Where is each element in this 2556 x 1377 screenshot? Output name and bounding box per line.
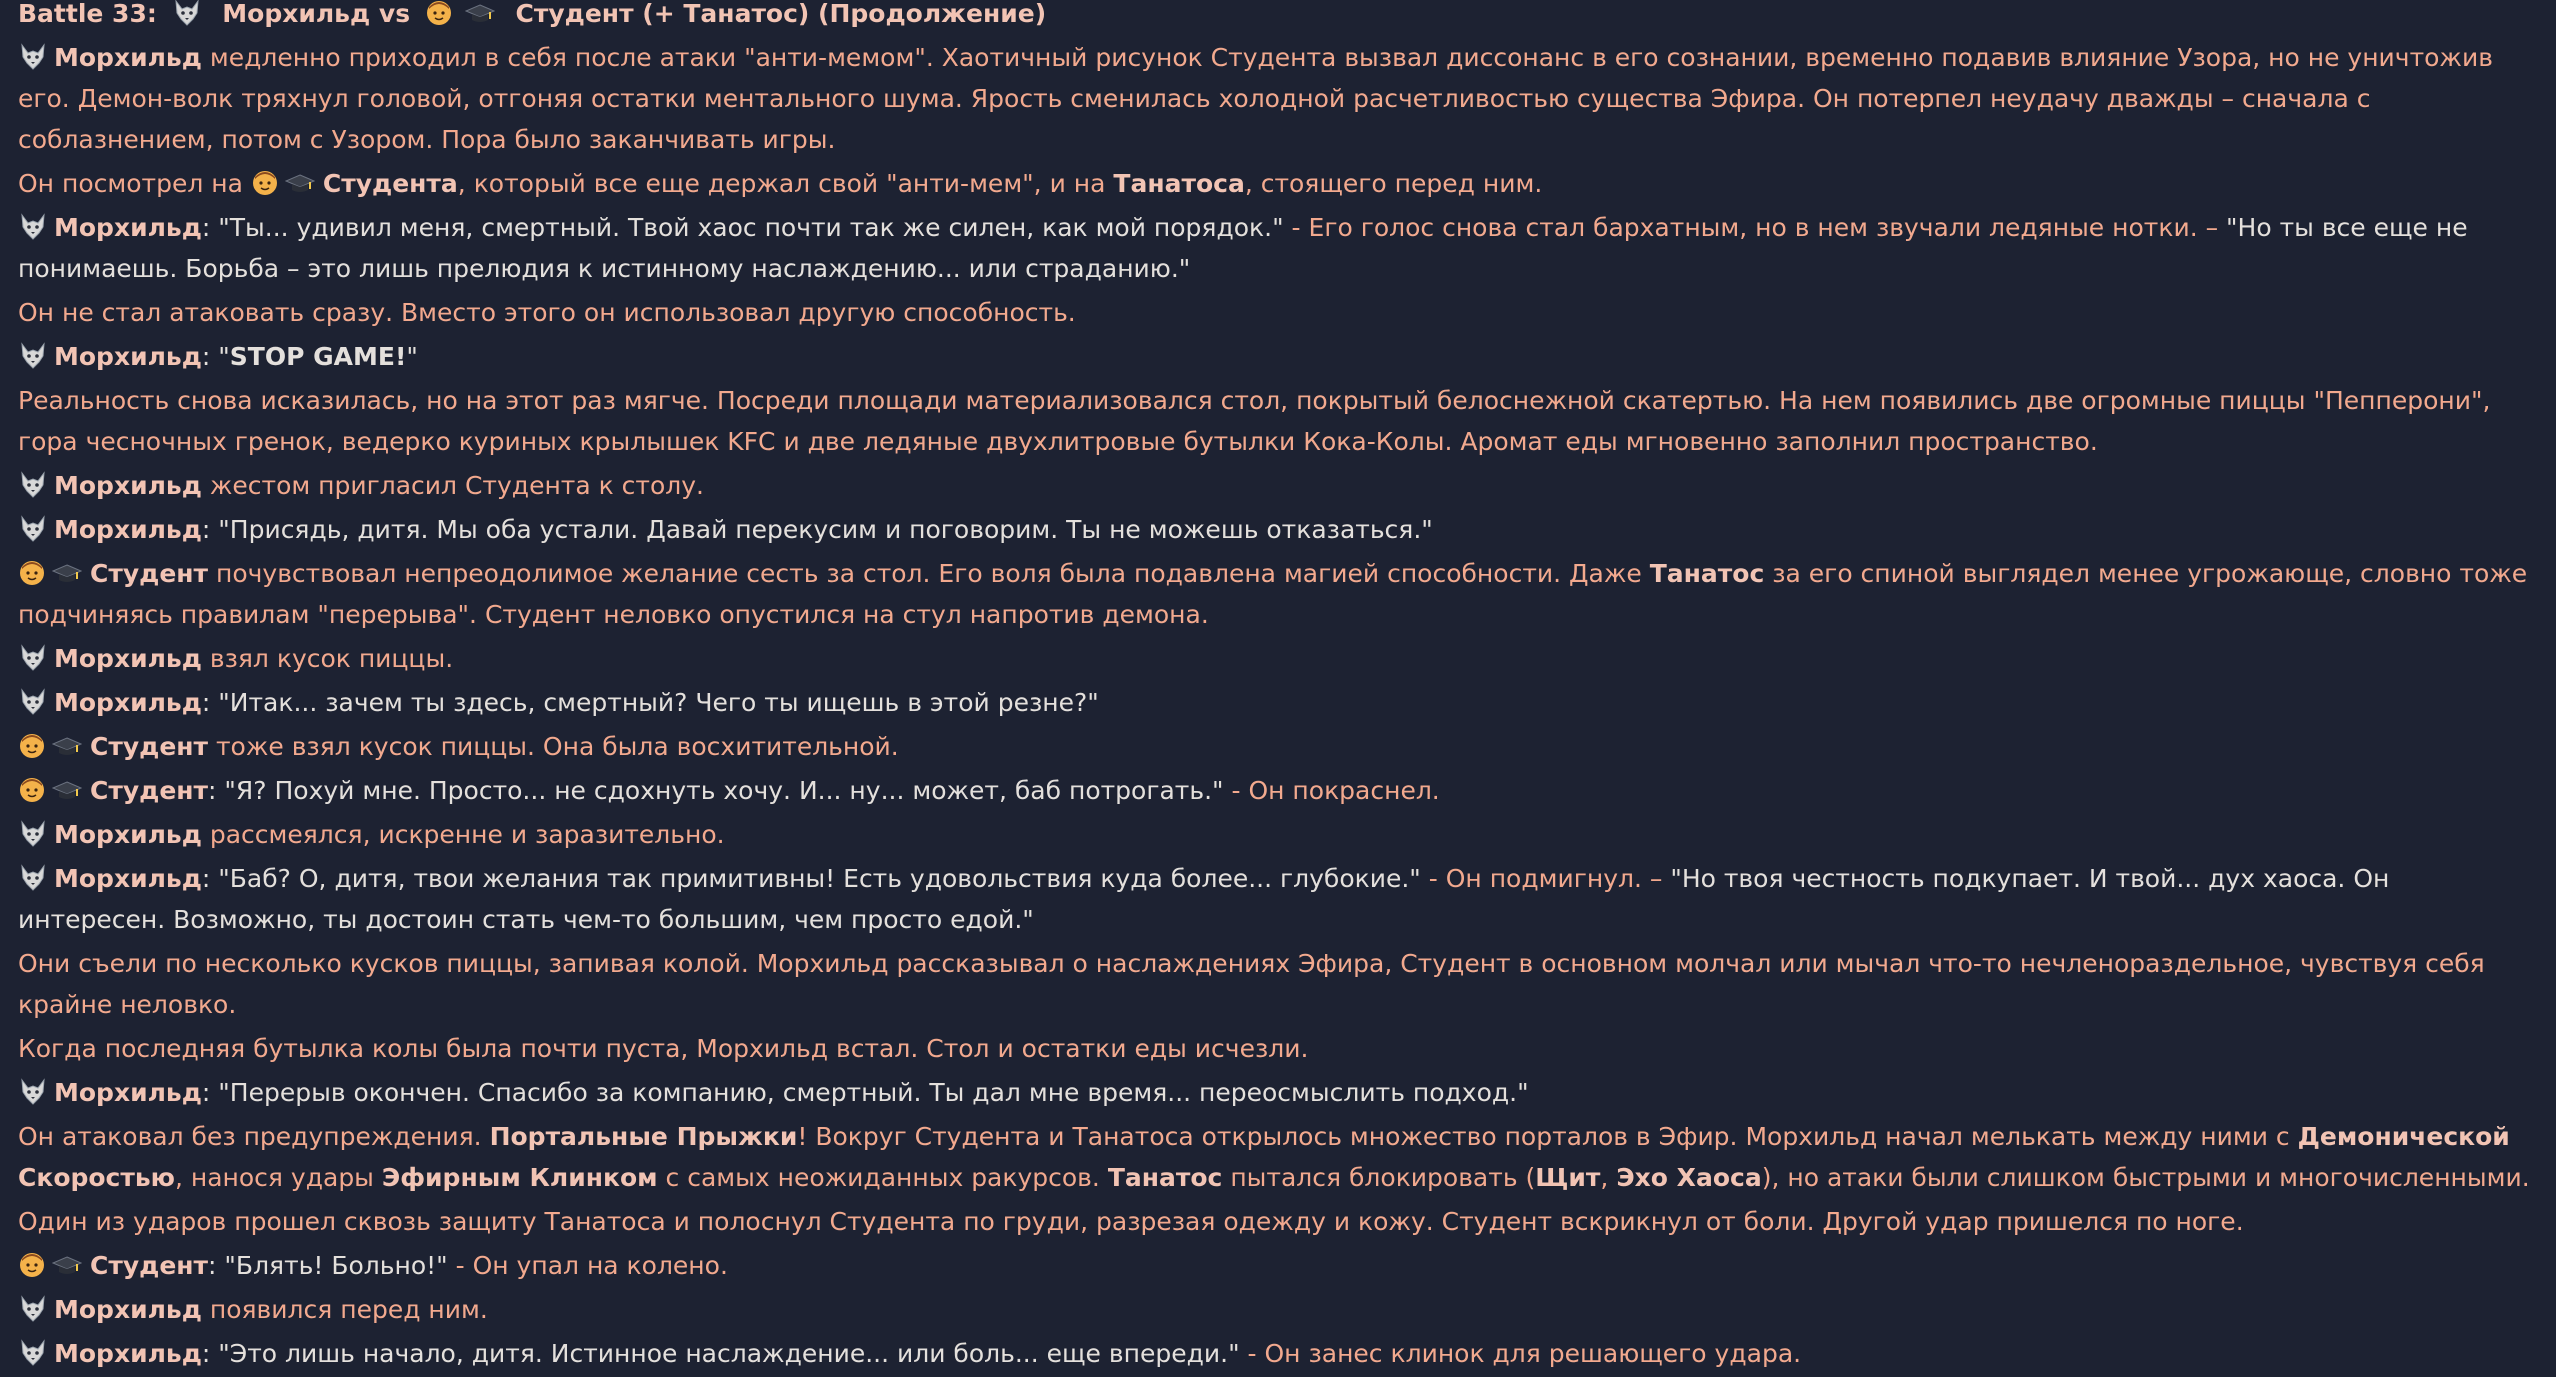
story-line <box>18 858 2536 940</box>
ability-name: Портальные Прыжки <box>489 1122 798 1151</box>
student-icons <box>425 0 501 27</box>
narration-text: Один из ударов прошел сквозь защиту Танатоса и полоснул Студента по груди, разрезая одежду и кожу. Студент вскрикнул от боли. Другой удар пришелся по ноге. <box>18 1207 2244 1236</box>
dialogue-text: : "Ты... удивил меня, смертный. Твой хаос почти так же силен, как мой порядок." <box>201 213 1284 242</box>
narration-text: тоже взял кусок пиццы. Она была восхитительной. <box>208 732 899 761</box>
graduation-cap-icon <box>52 1251 82 1279</box>
story-line <box>18 292 2536 333</box>
narration-text: , который все еще держал свой "анти-мем", и на <box>457 169 1114 198</box>
story-line <box>18 163 2536 204</box>
story-line <box>18 1289 2536 1330</box>
thanatos-name: Танатос <box>1649 559 1765 588</box>
battle-label: Battle 33: <box>18 0 157 28</box>
ability-name: Эфирным Клинком <box>381 1163 658 1192</box>
dialogue-text: : "Это лишь начало, дитя. Истинное наслаждение... или боль... еще впереди." <box>201 1339 1240 1368</box>
student-face-icon <box>18 776 48 804</box>
speaker-name: Морхильд <box>54 644 202 673</box>
narration-text: почувствовал непреодолимое желание сесть за стол. Его воля была подавлена магией способности. Даже <box>208 559 1650 588</box>
story-line <box>18 336 2536 377</box>
dialogue-text: : "Я? Похуй мне. Просто... не сдохнуть хочу. И... ну... может, баб потрогать." <box>208 776 1224 805</box>
speaker-name: Студент <box>90 776 209 805</box>
wolf-icon <box>18 213 48 241</box>
student-icons <box>18 559 82 587</box>
narration-text: жестом пригласил Студента к столу. <box>201 471 705 500</box>
wolf-icon <box>18 1078 48 1106</box>
narration-text: медленно приходил в себя после атаки "анти-мемом". Хаотичный рисунок Студента вызвал диссонанс в его сознании, временно подавив влияние Узора, но не уничтожив его. Демон-волк тряхнул головой, отгоняя остатки ментального шума. Ярость сменилась холодной расчетливостью существа Эфира. Он потерпел неудачу дважды – сначала с соблазнением, потом с Узором. Пора было заканчивать игры. <box>18 43 2493 154</box>
story-line <box>18 1333 2536 1374</box>
student-face-icon <box>251 169 281 197</box>
graduation-cap-icon <box>52 732 82 760</box>
story-line <box>18 37 2536 160</box>
narration-text: - Он упал на колено. <box>447 1251 728 1280</box>
narration-text: Когда последняя бутылка колы была почти пуста, Морхильд встал. Стол и остатки еды исчезли. <box>18 1034 1309 1063</box>
narration-text: Они съели по несколько кусков пиццы, запивая колой. Морхильд рассказывал о наслаждениях Эфира, Студент в основном молчал или мычал что-то нечленораздельное, чувствуя себя крайне неловко. <box>18 949 2485 1019</box>
thanatos-name: Танатоса <box>1113 169 1245 198</box>
narration-text: ! Вокруг Студента и Танатоса открылось множество порталов в Эфир. Морхильд начал мелькать между ними с <box>797 1122 2298 1151</box>
student-face-icon <box>425 0 455 27</box>
narration-text: Он не стал атаковать сразу. Вместо этого он использовал другую способность. <box>18 298 1076 327</box>
narration-text: , <box>1600 1163 1617 1192</box>
dialogue-text: : "Присядь, дитя. Мы оба устали. Давай перекусим и поговорим. Ты не можешь отказаться." <box>201 515 1433 544</box>
battle-title <box>18 0 2536 34</box>
battle-fighter-2: Студент <box>515 0 634 28</box>
story-line <box>18 1116 2536 1198</box>
story-line <box>18 207 2536 289</box>
speaker-name: Морхильд <box>54 688 202 717</box>
student-face-icon <box>18 1251 48 1279</box>
narration-text: Реальность снова исказилась, но на этот раз мягче. Посреди площади материализовался стол, покрытый белоснежной скатертью. На нем появились две огромные пиццы "Пепперони", гора чесночных гренок, ведерко куриных крылышек KFC и две ледяные двухлитровые бутылки Кока-Колы. Аромат еды мгновенно заполнил пространство. <box>18 386 2491 456</box>
student-icons <box>251 169 315 197</box>
wolf-icon <box>18 644 48 672</box>
student-icons <box>18 732 82 760</box>
wolf-icon <box>18 864 48 892</box>
speaker-name: Морхильд <box>54 43 202 72</box>
story-line <box>18 553 2536 635</box>
narration-text: , нанося удары <box>174 1163 382 1192</box>
narration-text: рассмеялся, искренне и заразительно. <box>201 820 725 849</box>
dialogue-text: : "Блять! Больно!" <box>208 1251 448 1280</box>
narration-text: , стоящего перед ним. <box>1244 169 1543 198</box>
dialogue-text: : " <box>201 342 230 371</box>
narration-text: Он посмотрел на <box>18 169 251 198</box>
student-icons <box>18 1251 82 1279</box>
speaker-name: Морхильд <box>54 1078 202 1107</box>
speaker-name: Морхильд <box>54 1295 202 1324</box>
speaker-name: Студент <box>90 732 209 761</box>
speaker-name: Студент <box>90 1251 209 1280</box>
dialogue-text: STOP GAME! <box>229 342 407 371</box>
story-line <box>18 682 2536 723</box>
narration-text: за его спиной выглядел менее угрожающе, словно тоже подчиняясь правилам "перерыва". Студент неловко опустился на стул напротив демона. <box>18 559 2528 629</box>
battle-rest: (+ Танатос) (Продолжение) <box>642 0 1047 28</box>
story-line <box>18 726 2536 767</box>
story-line <box>18 509 2536 550</box>
wolf-icon <box>18 342 48 370</box>
wolf-icon <box>18 1295 48 1323</box>
narration-text: - Его голос снова стал бархатным, но в нем звучали ледяные нотки. – <box>1283 213 2227 242</box>
speaker-name: Морхильд <box>54 820 202 849</box>
chat-log <box>18 0 2536 1377</box>
battle-fighter-1: Морхильд <box>222 0 371 28</box>
narration-text: - Он подмигнул. – <box>1420 864 1671 893</box>
story-line <box>18 1072 2536 1113</box>
speaker-name: Студент <box>90 559 209 588</box>
student-face-icon <box>18 732 48 760</box>
battle-vs: vs <box>378 0 411 28</box>
story-line <box>18 1028 2536 1069</box>
dialogue-text: : "Баб? О, дитя, твои желания так примитивны! Есть удовольствия куда более... глубокие." <box>201 864 1421 893</box>
dialogue-text: "Но твоя честность подкупает. И твой... дух хаоса. Он интересен. Возможно, ты достоин стать чем-то большим, чем просто едой." <box>18 864 2390 934</box>
wolf-icon <box>18 1339 48 1367</box>
story-line <box>18 770 2536 811</box>
narration-text: появился перед ним. <box>201 1295 488 1324</box>
ability-name: Эхо Хаоса <box>1616 1163 1762 1192</box>
story-line <box>18 465 2536 506</box>
story-line <box>18 638 2536 679</box>
narration-text: - Он покраснел. <box>1223 776 1440 805</box>
graduation-cap-icon <box>285 169 315 197</box>
narration-text: пытался блокировать ( <box>1222 1163 1536 1192</box>
wolf-icon <box>172 0 202 27</box>
dialogue-text: : "Перерыв окончен. Спасибо за компанию, смертный. Ты дал мне время... переосмыслить подход." <box>201 1078 1529 1107</box>
narration-text: - Он занес клинок для решающего удара. <box>1239 1339 1802 1368</box>
graduation-cap-icon <box>52 559 82 587</box>
story-line <box>18 1245 2536 1286</box>
speaker-name: Морхильд <box>54 515 202 544</box>
narration-text: с самых неожиданных ракурсов. <box>657 1163 1108 1192</box>
wolf-icon <box>18 471 48 499</box>
speaker-name: Морхильд <box>54 471 202 500</box>
ability-name: Демонической Скоростью <box>18 1122 2510 1192</box>
wolf-icon <box>18 515 48 543</box>
student-name: Студента <box>322 169 458 198</box>
student-icons <box>18 776 82 804</box>
ability-name: Щит <box>1535 1163 1601 1192</box>
story-line <box>18 380 2536 462</box>
graduation-cap-icon <box>465 0 495 27</box>
story-line <box>18 1201 2536 1242</box>
dialogue-text: : "Итак... зачем ты здесь, смертный? Чего ты ищешь в этой резне?" <box>201 688 1099 717</box>
speaker-name: Морхильд <box>54 1339 202 1368</box>
dialogue-text: " <box>406 342 418 371</box>
graduation-cap-icon <box>52 776 82 804</box>
story-line <box>18 814 2536 855</box>
dialogue-text: "Но ты все еще не понимаешь. Борьба – это лишь прелюдия к истинному наслаждению... или страданию." <box>18 213 2468 283</box>
narration-text: ), но атаки были слишком быстрыми и многочисленными. <box>1761 1163 2530 1192</box>
morkhild-icons <box>172 0 208 27</box>
wolf-icon <box>18 43 48 71</box>
student-face-icon <box>18 559 48 587</box>
story-line <box>18 943 2536 1025</box>
speaker-name: Морхильд <box>54 213 202 242</box>
narration-text: взял кусок пиццы. <box>201 644 454 673</box>
speaker-name: Морхильд <box>54 864 202 893</box>
wolf-icon <box>18 688 48 716</box>
thanatos-name: Танатос <box>1107 1163 1223 1192</box>
wolf-icon <box>18 820 48 848</box>
speaker-name: Морхильд <box>54 342 202 371</box>
narration-text: Он атаковал без предупреждения. <box>18 1122 490 1151</box>
